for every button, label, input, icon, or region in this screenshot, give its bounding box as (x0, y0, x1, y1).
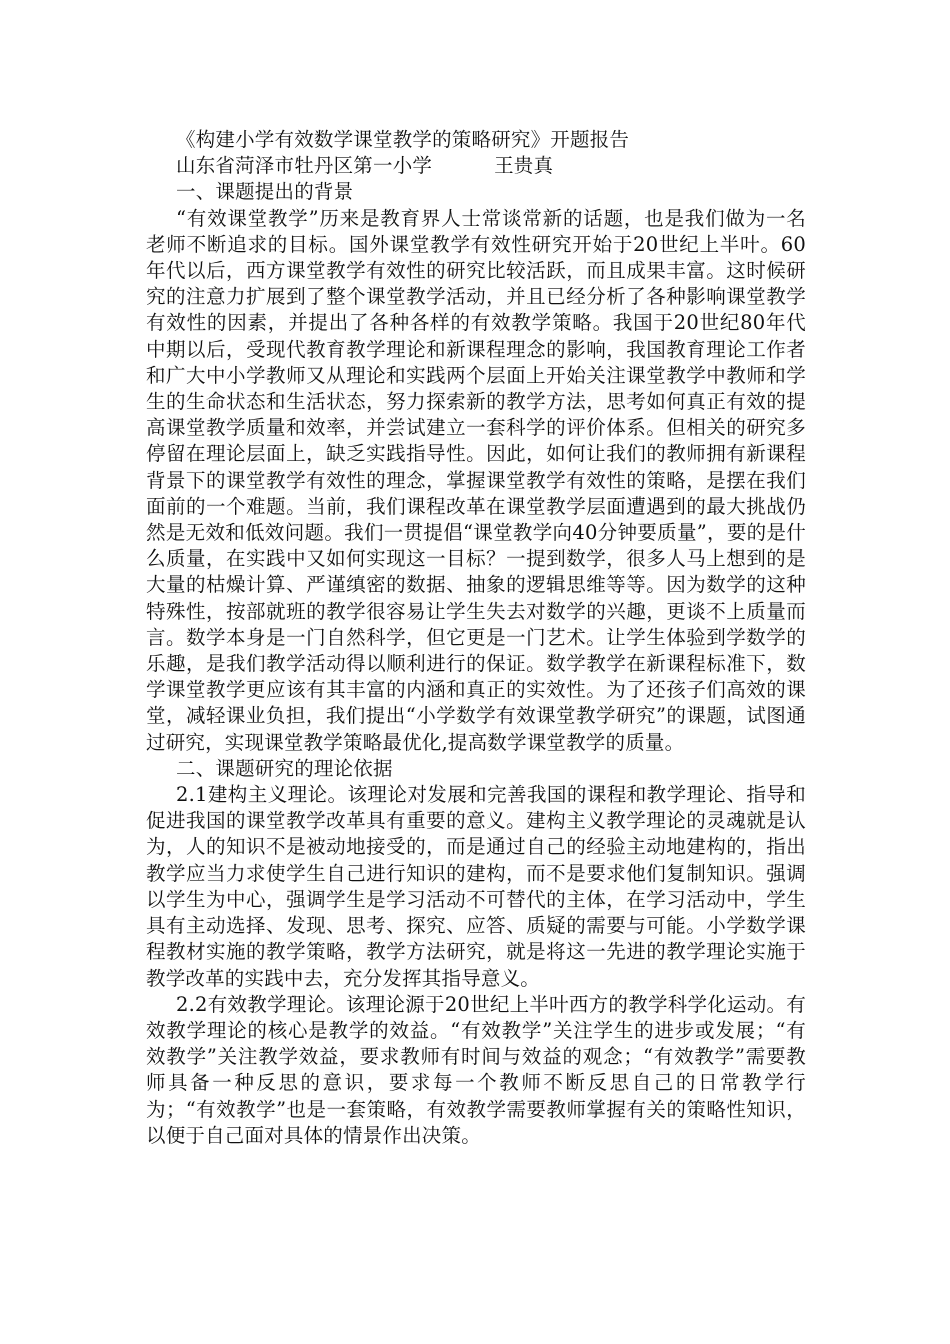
section-heading-background: 一、课题提出的背景 (176, 180, 354, 204)
paragraph-background: “有效课堂教学”历来是教育界人士常谈常新的话题，也是我们做为一名老师不断追求的目标。国外课堂教学有效性研究开始于20世纪上半叶。60年代以后，西方课堂教学有效性的研究比较活跃，而且成果丰富。这时候研究的注意力扩展到了整个课堂教学活动，并且已经分析了各种影响课堂教学有效性的因素，并提出了各种各样的有效教学策略。我国于20世纪80年代中期以后，受现代教育教学理论和新课程理念的影响，我国教育理论工作者和广大中小学教师又从理论和实践两个层面上开始关注课堂教学中教师和学生的生命状态和生活状态，努力探索新的教学方法，思考如何真正有效的提高课堂教学质量和效率，并尝试建立一套科学的评价体系。但相关的研究多停留在理论层面上，缺乏实践指导性。因此，如何让我们的教师拥有新课程背景下的课堂教学有效性的理念，掌握课堂教学有效性的策略，是摆在我们面前的一个难题。当前，我们课程改革在课堂教学层面遭遇到的最大挑战仍然是无效和低效问题。我们一贯提倡“课堂教学向40分钟要质量”，要的是什么质量，在实践中又如何实现这一目标？一提到数学，很多人马上想到的是大量的枯燥计算、严谨缜密的数据、抽象的逻辑思维等等。因为数学的这种特殊性，按部就班的教学很容易让学生失去对数学的兴趣，更谈不上质量而言。数学本身是一门自然科学，但它更是一门艺术。让学生体验到学数学的乐趣，是我们教学活动得以顺利进行的保证。数学教学在新课程标准下，数学课堂教学更应该有其丰富的内涵和真正的实效性。为了还孩子们高效的课堂，减轻课业负担，我们提出“小学数学有效课堂教学研究”的课题，试图通过研究，实现课堂教学策略最优化,提高数学课堂教学的质量。 (146, 206, 806, 754)
author-line (146, 153, 806, 179)
section-heading-theory: 二、课题研究的理论依据 (176, 756, 393, 780)
paragraph-effective-teaching: 2.2有效教学理论。该理论源于20世纪上半叶西方的教学科学化运动。有效教学理论的核心是教学的效益。“有效教学”关注学生的进步或发展；“有效教学”关注教学效益，要求教师有时间与效益的观念；“有效教学”需要教师具备一种反思的意识，要求每一个教师不断反思自己的日常教学行为；“有效教学”也是一套策略，有效教学需要教师掌握有关的策略性知识，以便于自己面对具体的情景作出决策。 (146, 992, 806, 1147)
document-body (146, 127, 806, 1149)
school-name: 山东省菏泽市牡丹区第一小学 (176, 154, 433, 178)
author-name: 王贵真 (494, 154, 554, 178)
document-title: 《构建小学有效数学课堂教学的策略研究》开题报告 (176, 128, 630, 151)
paragraph-constructivism: 2.1建构主义理论。该理论对发展和完善我国的课程和教学理论、指导和促进我国的课堂教学改革具有重要的意义。建构主义教学理论的灵魂就是认为，人的知识不是被动地接受的，而是通过自己的经验主动地建构的，指出教学应当力求使学生自己进行知识的建构，而不是要求他们复制知识。强调以学生为中心，强调学生是学习活动不可替代的主体，在学习活动中，学生具有主动选择、发现、思考、探究、应答、质疑的需要与可能。小学数学课程教材实施的教学策略，教学方法研究，就是将这一先进的教学理论实施于教学改革的实践中去，充分发挥其指导意义。 (146, 783, 806, 990)
